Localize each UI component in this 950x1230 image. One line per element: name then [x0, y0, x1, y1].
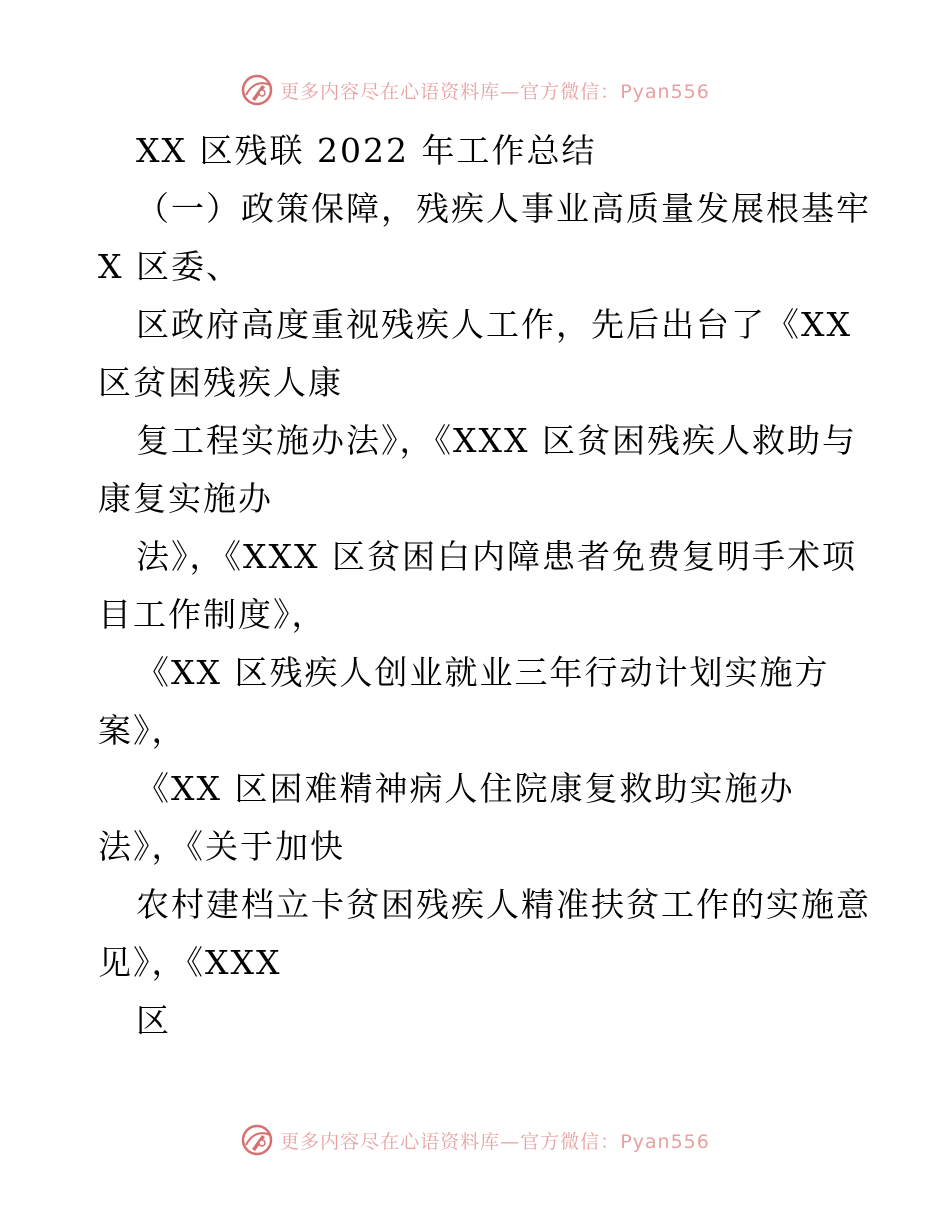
text-line: 农村建档立卡贫困残疾人精准扶贫工作的实施意 — [136, 885, 871, 924]
text-line: 康复实施办 — [98, 479, 273, 518]
text-line: 见》，《XXX — [98, 943, 282, 982]
banner-slogan: 更多内容尽在心语资料库 — [280, 1130, 501, 1153]
text-line: 区政府高度重视残疾人工作，先后出台了《XX — [136, 305, 852, 344]
text-line: 区 — [136, 1001, 171, 1040]
banner-separator: — — [500, 1130, 521, 1153]
text-line: 《XX 区困难精神病人住院康复救助实施办 — [136, 769, 795, 808]
header-watermark-banner — [0, 70, 950, 110]
document-title: XX 区残联 2022 年工作总结 — [136, 131, 597, 170]
document-body — [98, 122, 871, 1050]
footer-watermark-banner — [0, 1120, 950, 1160]
brand-logo-icon — [240, 73, 274, 107]
banner-wechat-label: 官方微信： — [520, 80, 621, 103]
text-line: 法》，《XXX 区贫困白内障患者免费复明手术项 — [136, 537, 857, 576]
brand-logo-icon — [240, 1123, 274, 1157]
text-line: 目工作制度》， — [98, 595, 327, 634]
banner-wechat-id: Pyan556 — [620, 1130, 710, 1153]
text-line: X 区委、 — [98, 247, 241, 286]
text-line: 案》， — [98, 711, 187, 750]
text-line: 复工程实施办法》，《XXX 区贫困残疾人救助与 — [136, 421, 857, 460]
text-line: 《XX 区残疾人创业就业三年行动计划实施方 — [136, 653, 830, 692]
text-line: 区贫困残疾人康 — [98, 363, 343, 402]
banner-wechat-id: Pyan556 — [620, 80, 710, 103]
section-heading: （一）政策保障，残疾人事业高质量发展根基牢 — [136, 189, 871, 228]
banner-text — [280, 1127, 710, 1154]
banner-slogan: 更多内容尽在心语资料库 — [280, 80, 501, 103]
text-line: 法》，《关于加快 — [98, 827, 345, 866]
banner-separator: — — [500, 80, 521, 103]
banner-text — [280, 77, 710, 104]
banner-wechat-label: 官方微信： — [520, 1130, 621, 1153]
